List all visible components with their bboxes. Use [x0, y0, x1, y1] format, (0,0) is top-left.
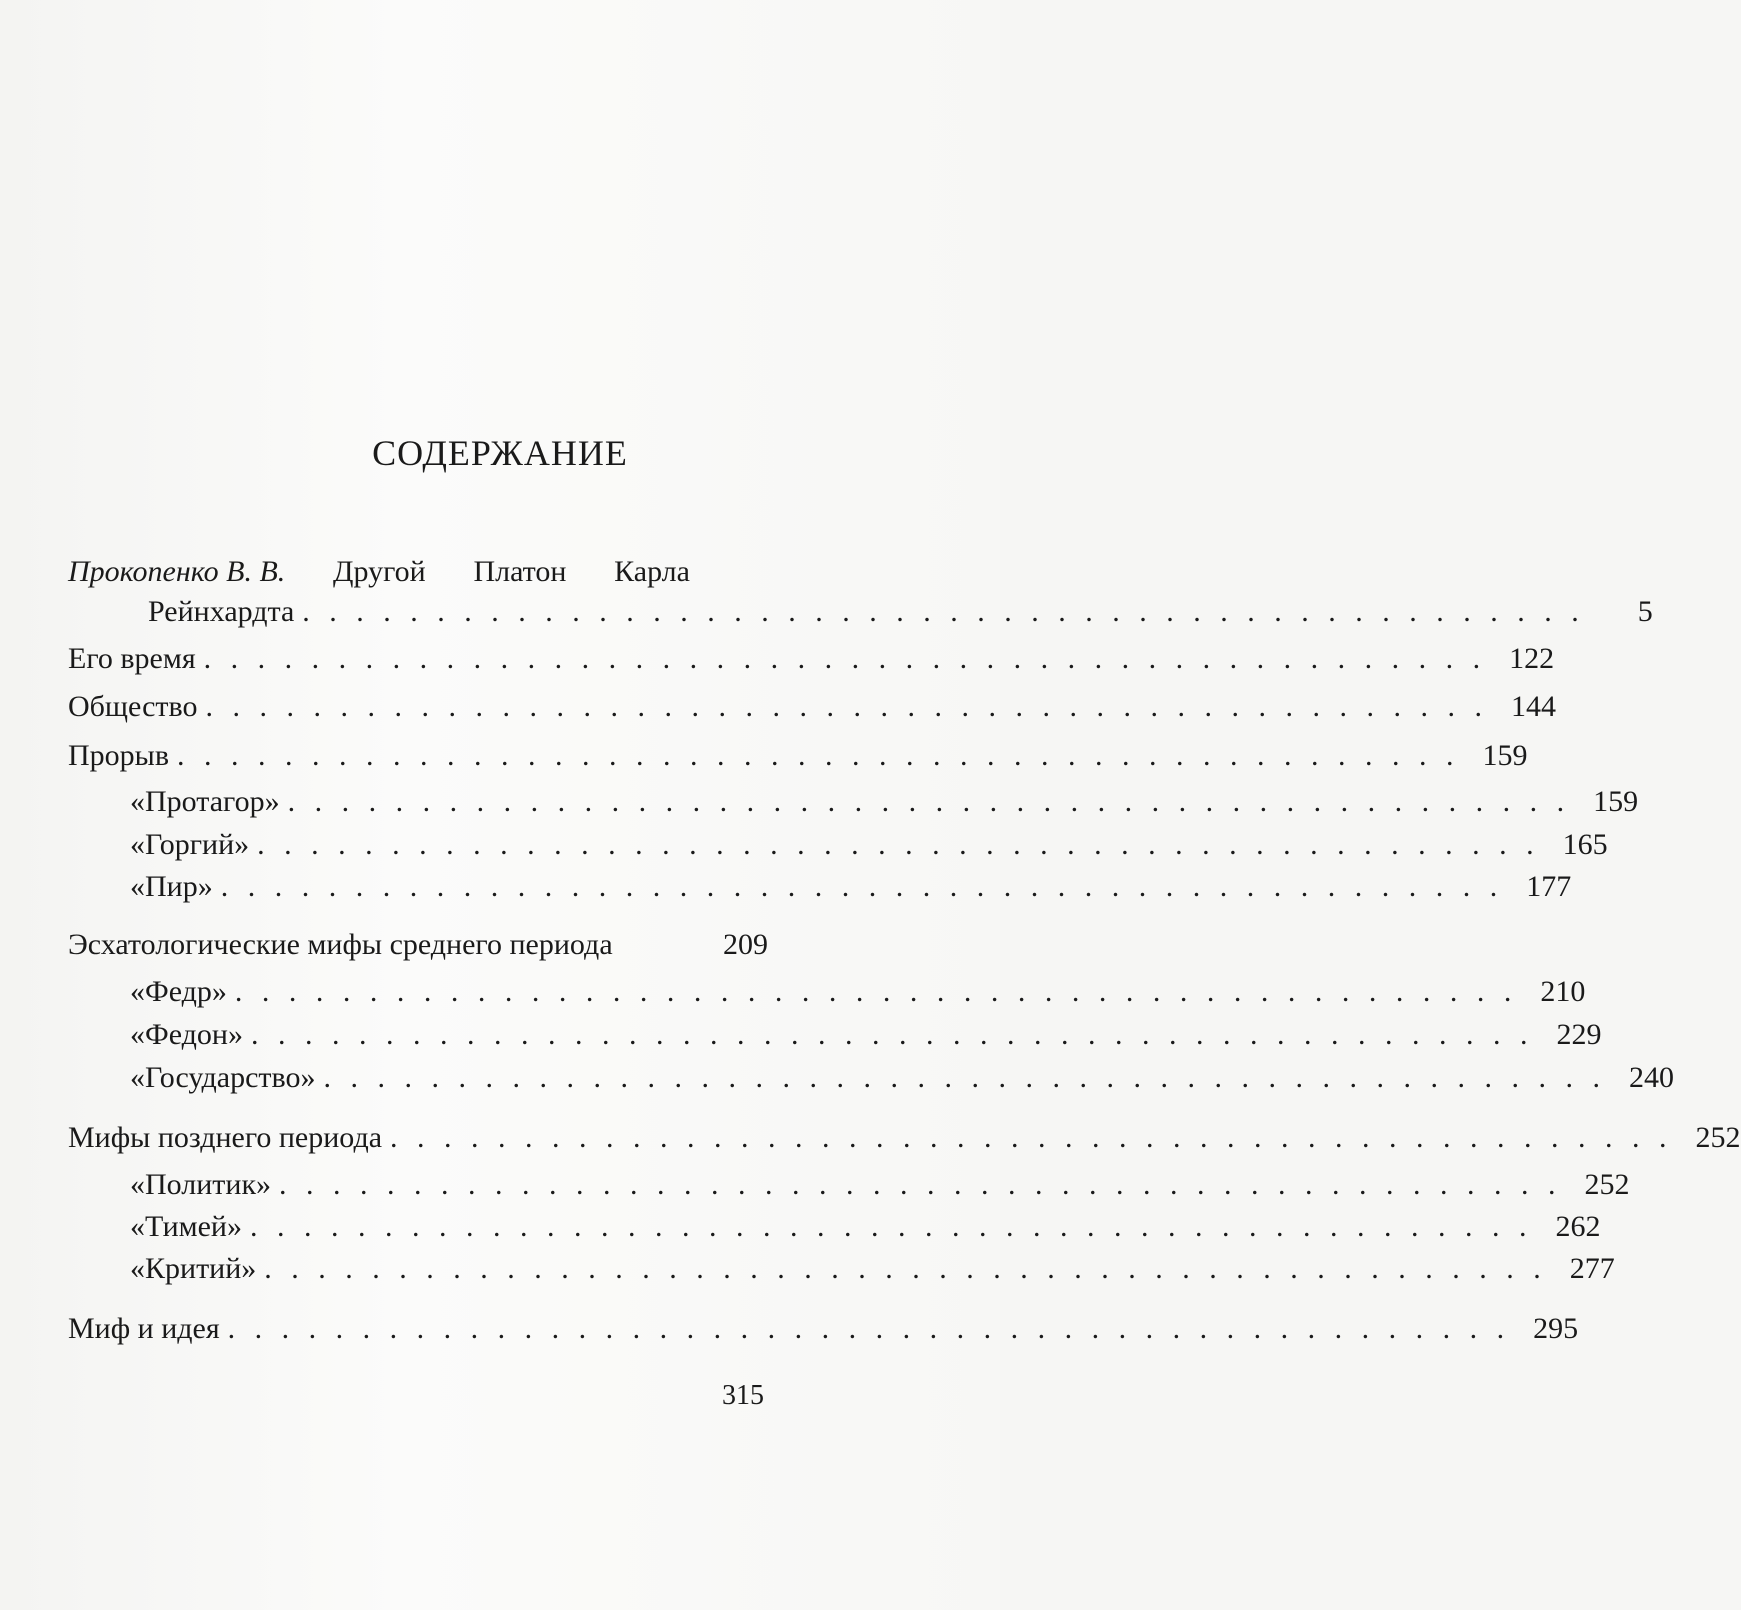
toc-entry[interactable] [130, 1168, 1630, 1208]
toc-page-number: 122 [1509, 642, 1555, 675]
toc-entry[interactable] [148, 595, 1653, 635]
page-title: СОДЕРЖАНИЕ [372, 433, 628, 473]
leader-dots: . . . . . . . . . . . . . . . . . . . . . . . . . . . . . . . . . . . . . . . . . . . . . . . . [203, 642, 1487, 675]
toc-page-number: 144 [1510, 690, 1556, 723]
toc-entry-label: Миф и идея [68, 1312, 220, 1345]
toc-entry[interactable] [130, 1018, 1602, 1058]
toc-entry-label: Эсхатологические мифы среднего периода [68, 928, 613, 961]
toc-entry-first-line [68, 555, 690, 589]
leader-dots: . . . . . . . . . . . . . . . . . . . . . . . . . . . . . . . . . . . . . . . . . . . . . . . . [205, 690, 1488, 723]
toc-entry[interactable] [130, 1210, 1601, 1250]
toc-page-number: 277 [1569, 1252, 1615, 1285]
toc-page-number: 262 [1555, 1210, 1601, 1243]
toc-entry[interactable] [68, 642, 1555, 682]
toc-page-number: 165 [1562, 828, 1608, 861]
leader-dots: . . . . . . . . . . . . . . . . . . . . . . . . . . . . . . . . . . . . . . . . . . . . . . . . [227, 1312, 1511, 1345]
toc-page-number: 159 [1593, 785, 1639, 818]
leader-dots: . . . . . . . . . . . . . . . . . . . . . . . . . . . . . . . . . . . . . . . . . . . . . . . . [323, 1061, 1606, 1094]
leader-dots: . . . . . . . . . . . . . . . . . . . . . . . . . . . . . . . . . . . . . . . . . . . . . . . . [234, 975, 1518, 1008]
toc-entry[interactable] [68, 1312, 1579, 1352]
toc-entry[interactable] [130, 828, 1608, 868]
toc-entry-label: «Пир» [130, 870, 213, 903]
toc-entry-label: Его время [68, 642, 196, 675]
toc-entry-word: Платон [473, 555, 567, 588]
toc-page-number: 209 [723, 928, 768, 961]
toc-entry[interactable] [130, 785, 1639, 825]
toc-entry[interactable] [68, 739, 1528, 779]
toc-entry[interactable] [68, 1121, 1741, 1161]
leader-dots: . . . . . . . . . . . . . . . . . . . . . . . . . . . . . . . . . . . . . . . . . . . . . . . . [287, 785, 1571, 818]
toc-entry[interactable] [68, 690, 1556, 730]
toc-entry[interactable] [130, 1252, 1615, 1292]
toc-entry-label: Прорыв [68, 739, 169, 772]
toc-entry-label: Мифы позднего периода [68, 1121, 383, 1154]
toc-entry-label: «Федр» [130, 975, 227, 1008]
toc-entry-word: Карла [614, 555, 690, 588]
leader-dots: . . . . . . . . . . . . . . . . . . . . . . . . . . . . . . . . . . . . . . . . . . . . . . . . [177, 739, 1460, 772]
leader-dots: . . . . . . . . . . . . . . . . . . . . . . . . . . . . . . . . . . . . . . . . . . . . . . . . [302, 595, 1585, 628]
leader-dots: . . . . . . . . . . . . . . . . . . . . . . . . . . . . . . . . . . . . . . . . . . . . . . . . [250, 1210, 1533, 1243]
toc-page-number: 295 [1533, 1312, 1579, 1345]
leader-dots: . . . . . . . . . . . . . . . . . . . . . . . . . . . . . . . . . . . . . . . . . . . . . . . . [257, 828, 1540, 861]
toc-entry-label: Общество [68, 690, 198, 723]
page-number: 315 [722, 1380, 764, 1411]
toc-page-number: 252 [1584, 1168, 1630, 1201]
toc-entry[interactable] [68, 928, 768, 968]
toc-entry-label: «Критий» [130, 1252, 257, 1285]
toc-entry-label: «Политик» [130, 1168, 272, 1201]
toc-entry-word: Другой [333, 555, 426, 588]
leader-dots: . . . . . . . . . . . . . . . . . . . . . . . . . . . . . . . . . . . . . . . . . . . . . . . . [220, 870, 1504, 903]
toc-entry[interactable] [130, 870, 1572, 910]
toc-page-number: 5 [1637, 595, 1653, 628]
toc-page-number: 229 [1556, 1018, 1602, 1051]
toc-entry-label: «Тимей» [130, 1210, 242, 1243]
toc-page-number: 177 [1526, 870, 1572, 903]
toc-entry-label: Рейнхардта [148, 595, 295, 628]
toc-entry[interactable] [130, 1061, 1674, 1101]
toc-page-number: 210 [1540, 975, 1586, 1008]
leader-dots: . . . . . . . . . . . . . . . . . . . . . . . . . . . . . . . . . . . . . . . . . . . . . . . . [279, 1168, 1562, 1201]
toc-entry-label: «Государство» [130, 1061, 316, 1094]
leader-dots: . . . . . . . . . . . . . . . . . . . . . . . . . . . . . . . . . . . . . . . . . . . . . . . . [264, 1252, 1547, 1285]
toc-entry-label: «Федон» [130, 1018, 243, 1051]
toc-entry[interactable] [130, 975, 1586, 1015]
toc-page-number: 240 [1628, 1061, 1674, 1094]
toc-page-number: 159 [1482, 739, 1528, 772]
toc-entry-author: Прокопенко В. В. [68, 555, 286, 588]
leader-dots: . . . . . . . . . . . . . . . . . . . . . . . . . . . . . . . . . . . . . . . . . . . . . . . . [390, 1121, 1673, 1154]
toc-page-number: 252 [1695, 1121, 1741, 1154]
toc-entry-label: «Протагор» [130, 785, 280, 818]
leader-dots: . . . . . . . . . . . . . . . . . . . . . . . . . . . . . . . . . . . . . . . . . . . . . . . . [250, 1018, 1534, 1051]
toc-entry-label: «Горгий» [130, 828, 250, 861]
